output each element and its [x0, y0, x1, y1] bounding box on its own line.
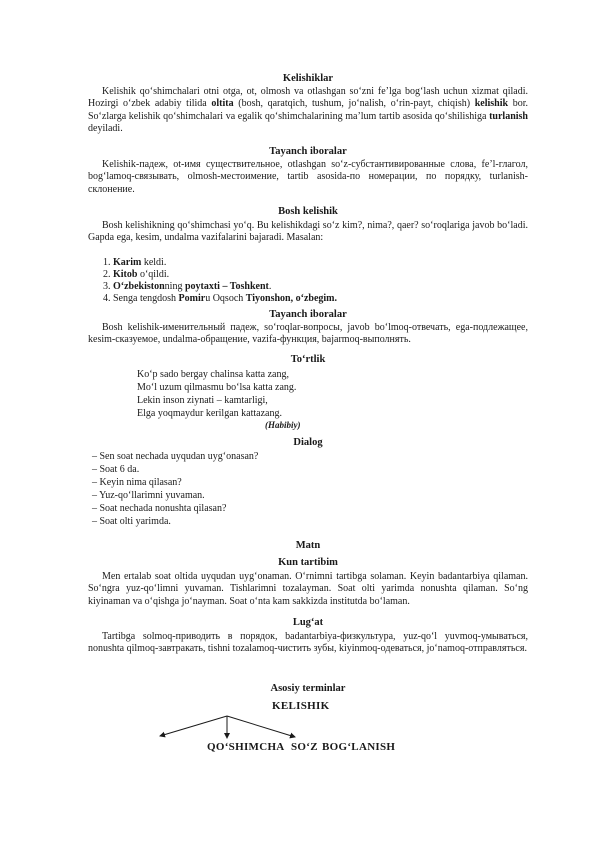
heading-bosh-kelishik: Bosh kelishik — [278, 206, 338, 217]
list-item-1: 1. Karim keldi. — [103, 257, 167, 268]
dialog-line-6: – Soat olti yarimda. — [92, 516, 171, 527]
diagram-leaf-soz: SO‘Z — [291, 741, 318, 753]
list-item-3: 3. O‘zbekistonning poytaxti – Toshkent. — [103, 281, 272, 292]
dialog-line-2: – Soat 6 da. — [92, 464, 140, 475]
poem-author: (Habibiy) — [265, 420, 301, 430]
dialog-line-1: – Sen soat nechada uyqudan uyg‘onasan? — [92, 451, 259, 462]
diagram-root-term: KELISHIK — [272, 700, 330, 712]
heading-lugat: Lug‘at — [292, 617, 324, 628]
heading-tayanch-iboralar-1: Tayanch iboralar — [269, 146, 347, 157]
arrow-left — [160, 716, 227, 736]
list-item-2: 2. Kitob o‘qildi. — [103, 269, 170, 280]
dialog-line-5: – Soat nechada nonushta qilasan? — [92, 503, 227, 514]
paragraph-tayanch-iboralar-2: Bosh kelishik-именительный падеж, so‘roqlar-вопросы, javob bo‘lmoq-отвечать, ega-подлежащее, kesim-сказуемое, undalma-обращение, vazifa-функция, bajarmoq-выполнять. — [88, 322, 528, 346]
heading-dialog: Dialog — [293, 437, 323, 448]
arrow-right — [227, 716, 295, 737]
paragraph-bosh-kelishik: Bosh kelishikning qo‘shimchasi yo‘q. Bu kelishikdagi so‘z kim?, nima?, qaer? so‘roqlariga javob bo‘ladi. Gapda ega, kesim, undalma vazifalarini bajaradi. Masalan: — [88, 220, 528, 244]
poem-line-4: Elga yoqmaydur kerilgan kattazang. — [137, 408, 282, 419]
poem-line-1: Ko‘p sado bergay chalinsa katta zang, — [137, 369, 289, 380]
poem-line-2: Mo‘l uzum qilmasmu bo‘lsa katta zang. — [137, 382, 297, 393]
heading-tayanch-iboralar-2: Tayanch iboralar — [269, 309, 347, 320]
paragraph-tayanch-iboralar-1: Kelishik-падеж, ot-имя существительное, otlashgan so‘z-субстантивированные слова, fe’l-глагол, bog‘lamoq-связывать, olmosh-местоимение, tartib asosida-по номерации, по порядку, turlanish-склонение. — [88, 159, 528, 195]
paragraph-kun-tartibim: Men ertalab soat oltida uyqudan uyg‘onaman. O‘rnimni tartibga solaman. Keyin badantarbiya qilaman. So‘ngra yuz-qo‘limni yuvaman. Tishlarimni tozalayman. Soat olti yarimda nonushta qilaman. So‘ng kiyinaman va o‘qishga jo‘nayman. Soat o‘nta kam sakkizda institutda bo‘laman. — [88, 571, 528, 607]
heading-asosiy-terminlar: Asosiy terminlar — [270, 683, 346, 694]
heading-kelishiklar: Kelishiklar — [282, 73, 334, 84]
list-item-4: 4. Senga tengdosh Pomiru Oqsoch Tiyonshon, o‘zbegim. — [103, 293, 337, 304]
diagram-leaf-boglanish: BOG‘LANISH — [322, 741, 396, 753]
diagram-leaf-qoshimcha: QO‘SHIMCHA — [207, 741, 285, 753]
paragraph-kelishiklar: Kelishik qo‘shimchalari otni otga, ot, olmosh va otlashgan so‘zni fe’lga bog‘lash uchun xizmat qiladi. Hozirgi o‘zbek adabiy tilida oltita (bosh, qaratqich, tushum, jo‘nalish, o‘rin-payt, chiqish) kelishik bor. So‘zlarga kelishik qo‘shimchalari va egalik qo‘shimchalarining ma’lum tartib asosida qo‘shilishiga turlanish deyiladi. — [88, 86, 528, 134]
dialog-line-4: – Yuz-qo‘llarimni yuvaman. — [92, 490, 205, 501]
heading-matn: Matn — [295, 540, 321, 551]
heading-kun-tartibim: Kun tartibim — [278, 557, 338, 568]
heading-tortlik: To‘rtlik — [290, 354, 326, 365]
poem-line-3: Lekin inson ziynati – kamtarligi, — [137, 395, 268, 406]
dialog-line-3: – Keyin nima qilasan? — [92, 477, 182, 488]
paragraph-lugat: Tartibga solmoq-приводить в порядок, badantarbiya-физкультура, yuz-qo‘l yuvmoq-умываться, nonushta qilmoq-завтракать, tishni tozalamoq-чистить зубы, kiyinmoq-одеваться, jo‘namoq-отправляться. — [88, 631, 528, 655]
